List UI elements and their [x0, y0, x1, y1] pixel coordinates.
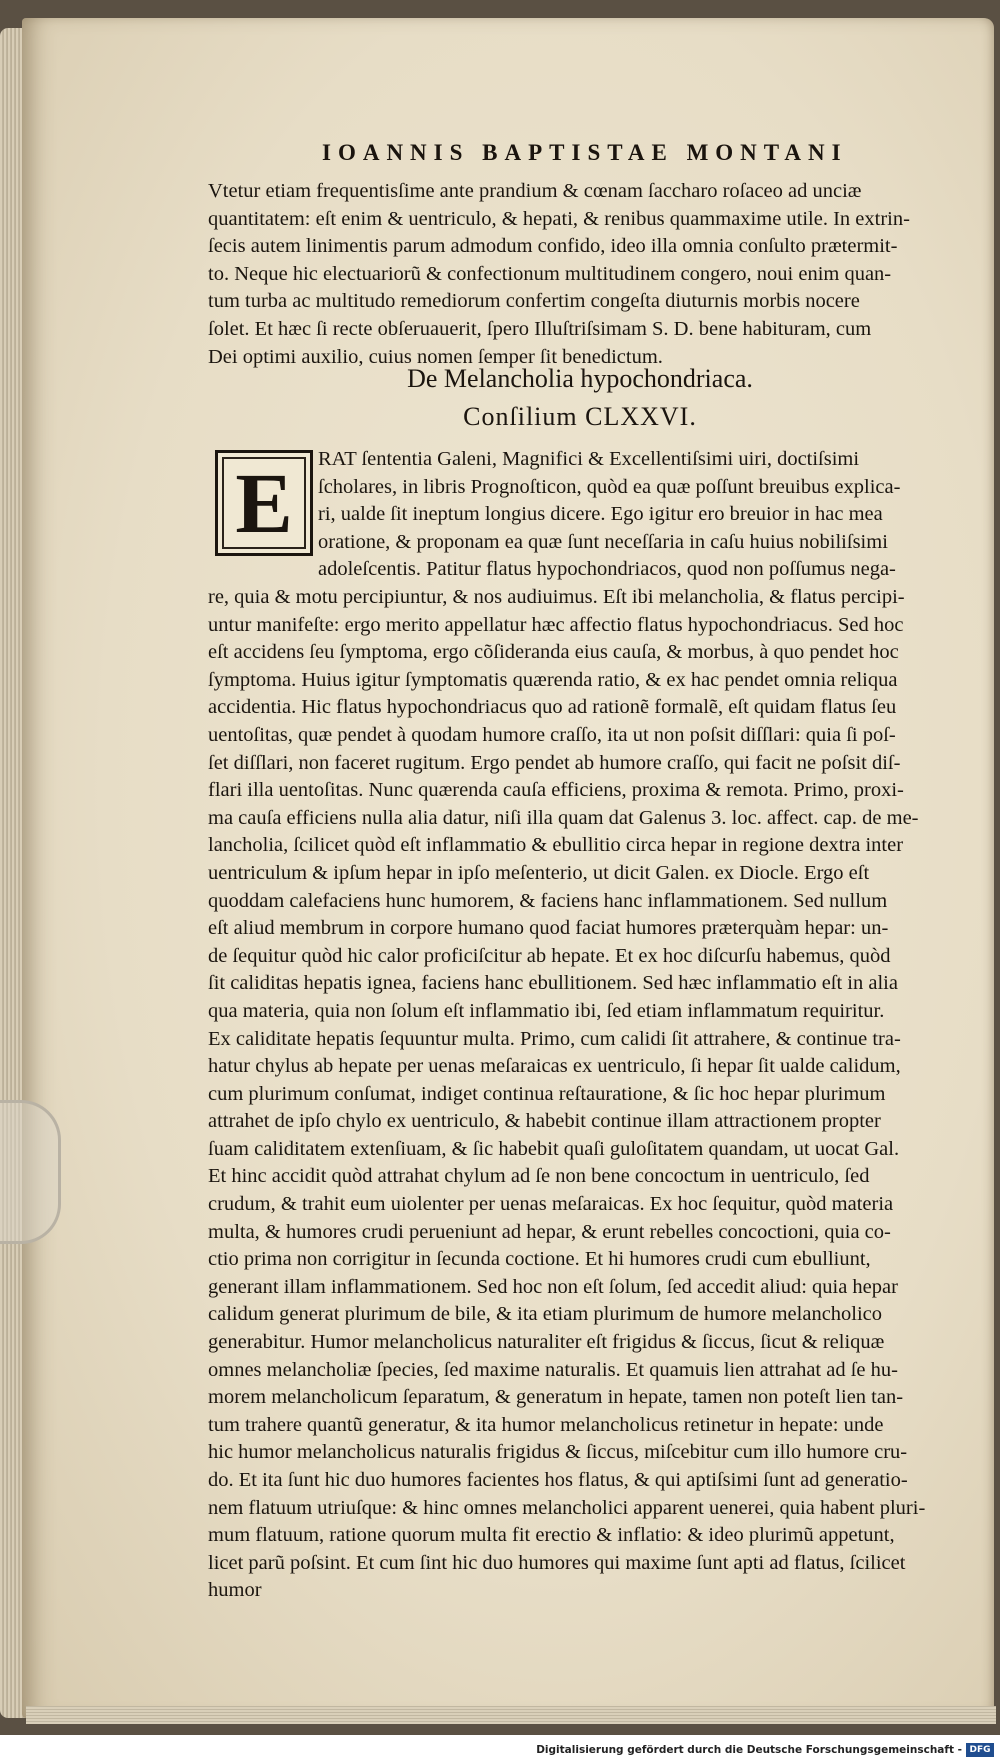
- text-line: untur manifeſte: ergo merito appellatur hæc affectio flatus hypochondriacus. Sed hoc: [208, 613, 904, 636]
- text-line: omnes melancholiæ ſpecies, ſed maxime naturalis. Et quamuis lien attrahat ad ſe hu-: [208, 1358, 898, 1381]
- text-line: ſymptoma. Huius igitur ſymptomatis quærenda ratio, & ex hac pendet omnia reliqua: [208, 668, 898, 691]
- text-line: accidentia. Hic flatus hypochondriacus quo ad rationẽ formalẽ, eſt quidam flatus ſeu: [208, 696, 897, 719]
- text-line: flari illa uentoſitas. Nunc quærenda cauſa efficiens, proxima & remota. Primo, proxi-: [208, 779, 904, 802]
- text-line: tum trahere quantũ generatur, & ita humor melancholicus retinetur in hepate: unde: [208, 1413, 884, 1436]
- running-head: IOANNIS BAPTISTAE MONTANI: [322, 140, 848, 165]
- text-line: Et hinc accidit quòd attrahat chylum ad ſe non bene concoctum in uentriculo, ſed: [208, 1165, 870, 1188]
- text-line: calidum generat plurimum de bile, & ita etiam plurimum de humore melancholico: [208, 1303, 883, 1326]
- text-line: nem flatuum utriuſque: & hinc omnes melancholici apparent uenerei, quia habent pluri-: [208, 1496, 926, 1519]
- drop-cap-initial: [215, 450, 313, 556]
- text-line: generabitur. Humor melancholicus naturaliter eſt frigidus & ſiccus, ſicut & reliquæ: [208, 1331, 885, 1354]
- text-line: ſecis autem linimentis parum admodum confido, ideo illa omnia conſulto prætermit-: [208, 235, 898, 258]
- text-line: ſolet. Et hæc ſi recte obſeruauerit, ſpero Illuſtriſsimam S. D. bene habituram, cum: [208, 317, 872, 340]
- text-line: ma cauſa efficiens nulla alia datur, niſi illa quam dat Galenus 3. loc. affect. cap. de me-: [208, 806, 919, 829]
- text-line: cum plurimum conſumat, indiget continua reſtauratione, & ſic hoc hepar plurimum: [208, 1082, 886, 1105]
- book-bottom-edge: [26, 1706, 996, 1724]
- text-line: Ex caliditate hepatis ſequuntur multa. Primo, cum calidi ſit attrahere, & continue tra-: [208, 1027, 901, 1050]
- text-line: crudum, & trahit eum uiolenter per uenas meſaraicas. Ex hoc ſequitur, quòd materia: [208, 1193, 894, 1216]
- text-line: ſuam caliditatem extenſiuam, & ſic habebit quaſi guloſitatem quandam, ut uocat Gal.: [208, 1137, 900, 1160]
- consilium-title: Conſilium CLXXVI.: [463, 402, 697, 431]
- dfg-logo: DFG: [966, 1743, 994, 1757]
- text-line: mum flatuum, ratione quorum multa fit erectio & inflatio: & ideo plurimũ appetunt,: [208, 1524, 895, 1547]
- text-line: ſet diſſlari, non faceret rugitum. Ergo pendet ab humore craſſo, qui facit ne poſsit diſ-: [208, 751, 901, 774]
- section-title: De Melancholia hypochondriaca.: [407, 364, 753, 393]
- text-line: licet parũ poſsint. Et cum ſint hic duo humores qui maxime ſunt apti ad flatus, ſcilicet: [208, 1551, 906, 1574]
- text-line: tum turba ac multitudo remediorum confertim congeſta diuturnis morbis nocere: [208, 290, 860, 313]
- text-line: adoleſcentis. Patitur flatus hypochondriacos, quod non poſſumus nega-: [318, 558, 896, 581]
- text-line: uentriculum & ipſum hepar in ipſo meſenterio, ut dicit Galen. ex Diocle. Ergo eſt: [208, 861, 870, 884]
- drop-cap-letter: E: [235, 455, 293, 551]
- text-line: generant illam inflammationem. Sed hoc non eſt ſolum, ſed accedit aliud: quia hepar: [208, 1275, 898, 1298]
- text-line: eſt aliud membrum in corpore humano quod faciat humores præterquàm hepar: un-: [208, 917, 889, 940]
- text-line: re, quia & motu percipiuntur, & nos audiuimus. Eſt ibi melancholia, & flatus percipi-: [208, 586, 905, 608]
- text-line: humor: [208, 1579, 262, 1602]
- page-clip: [0, 1100, 61, 1244]
- footer-credit: Digitalisierung gefördert durch die Deutsche Forschungsgemeinschaft -: [536, 1744, 962, 1756]
- text-line: hatur chylus ab hepate per uenas meſaraicas ex uentriculo, ſi hepar ſit ualde calidum,: [208, 1055, 901, 1078]
- text-line: qua materia, quia non ſolum eſt inflammatio ibi, ſed etiam inflammatum requiritur.: [208, 999, 885, 1022]
- body-first-lines: [318, 446, 978, 584]
- text-line: ctio prima non corrigitur in ſecunda coctione. Et hi humores crudi cum ebulliunt,: [208, 1248, 871, 1271]
- intro-paragraph: [208, 178, 978, 371]
- text-line: multa, & humores crudi perueniunt ad hepar, & erunt rebelles concoctioni, quia co-: [208, 1220, 891, 1243]
- text-line: to. Neque hic electuariorũ & confectionum multitudinem congero, noui enim quan-: [208, 262, 892, 285]
- body-paragraph: [208, 584, 978, 1605]
- text-line: de ſequitur quòd hic calor proficiſcitur ab hepate. Et ex hoc diſcurſu habemus, quòd: [208, 944, 891, 967]
- text-line: ſcholares, in libris Prognoſticon, quòd ea quæ poſſunt breuibus explica-: [318, 475, 901, 498]
- text-line: lancholia, ſcilicet quòd eſt inflammatio & ebullitio circa hepar in regione dextra inter: [208, 834, 904, 857]
- text-line: quoddam calefaciens hunc humorem, & faciens hanc inflammationem. Sed nullum: [208, 889, 888, 912]
- text-line: eſt accidens ſeu ſymptoma, ergo cõſideranda eius cauſa, & morbus, à quo pendet hoc: [208, 641, 899, 664]
- text-line: RAT ſententia Galeni, Magnifici & Excellentiſsimi uiri, doctiſsimi: [318, 448, 860, 470]
- text-line: hic humor melancholicus naturalis frigidus & ſiccus, miſcebitur cum illo humore cru-: [208, 1441, 908, 1464]
- text-line: morem melancholicum ſeparatum, & generatum in hepate, tamen non poteſt lien tan-: [208, 1386, 904, 1409]
- text-line: ſit caliditas hepatis ignea, faciens hanc ebullitionem. Sed hæc inflammatio eſt in alia: [208, 972, 898, 995]
- text-line: quantitatem: eſt enim & uentriculo, & hepati, & renibus quammaxime utile. In extrin-: [208, 207, 910, 230]
- text-line: attrahet de ipſo chylo ex uentriculo, & habebit continue illam attractionem propter: [208, 1110, 881, 1133]
- text-line: oratione, & proponam ea quæ ſunt neceſſaria in caſu huius nobiliſsimi: [318, 530, 888, 553]
- text-line: Vtetur etiam frequentisſime ante prandium & cœnam ſaccharo roſaceo ad unciæ: [208, 180, 862, 202]
- text-line: ri, ualde ſit ineptum longius dicere. Ego igitur ero breuior in hac mea: [318, 503, 883, 526]
- text-line: do. Et ita ſunt hic duo humores facientes hos flatus, & qui aptiſsimi ſunt ad generatio-: [208, 1469, 908, 1491]
- text-line: Dei optimi auxilio, cuius nomen ſemper ſit benedictum.: [208, 345, 663, 368]
- text-line: uentoſitas, quæ pendet à quodam humore craſſo, ita ut non poſsit diſſlari: quia ſi poſ-: [208, 723, 896, 746]
